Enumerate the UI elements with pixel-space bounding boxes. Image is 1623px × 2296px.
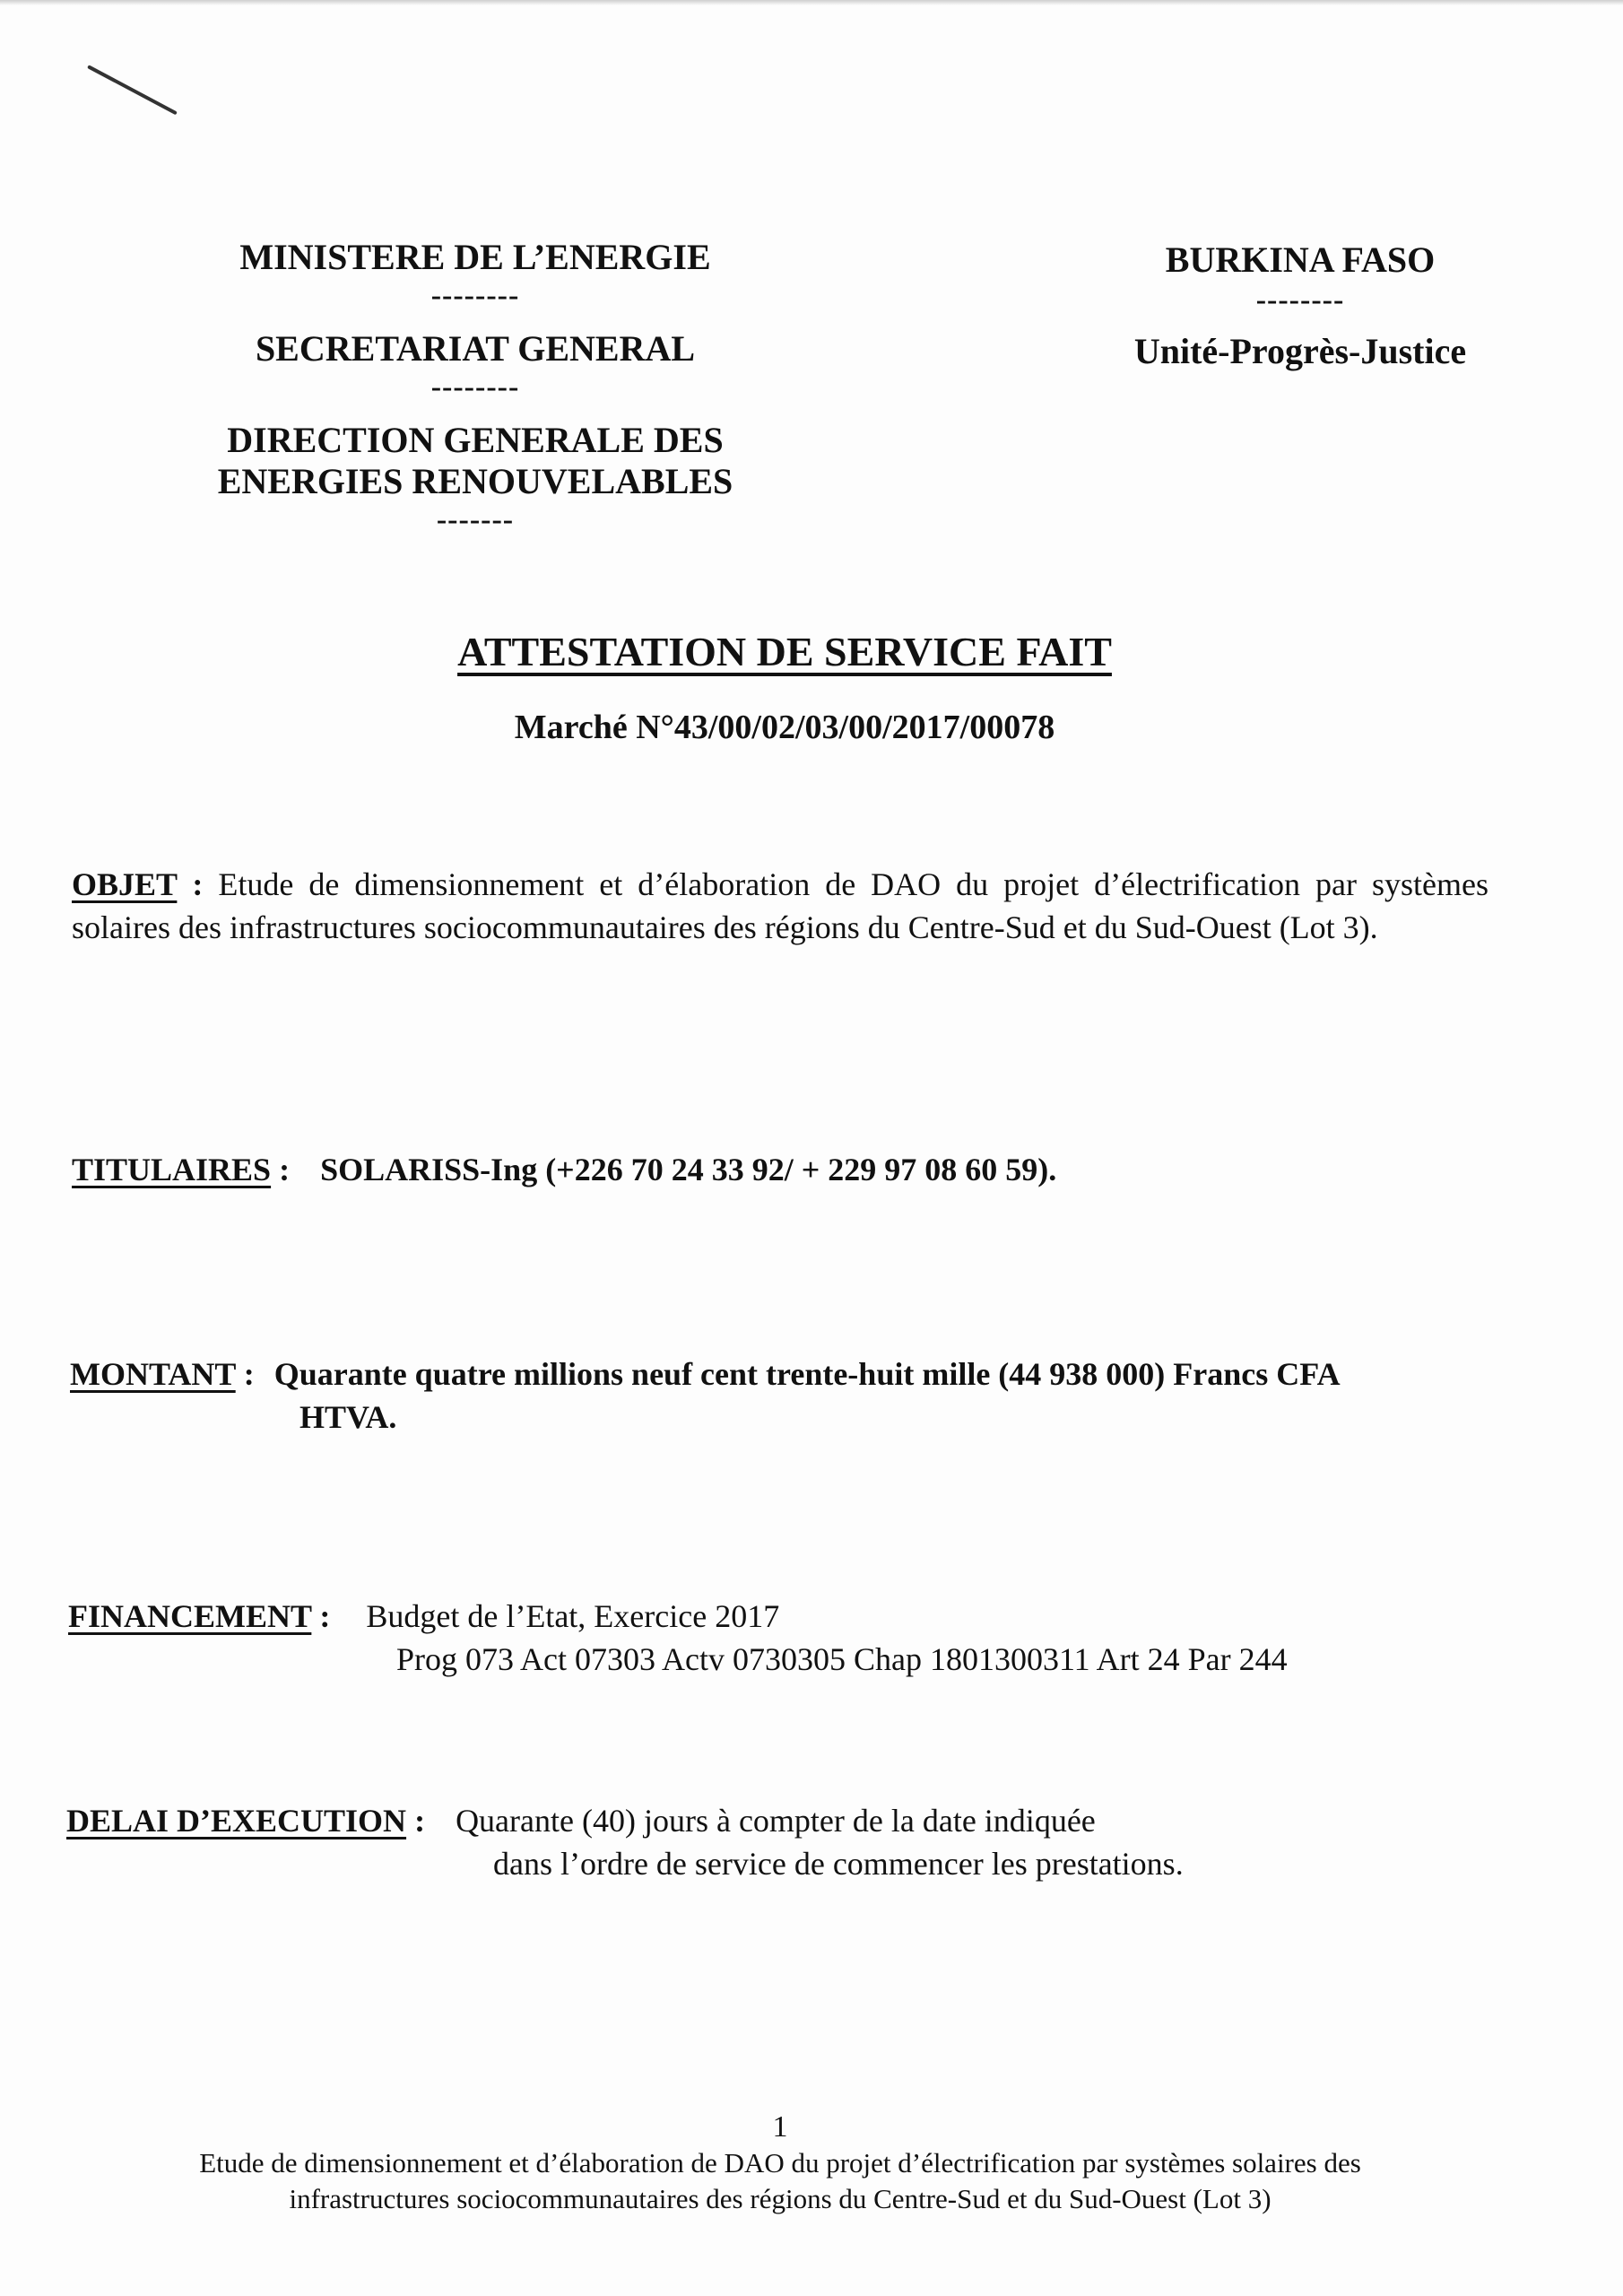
header-separator: -------- — [430, 279, 520, 312]
delai-line2: dans l’ordre de service de commencer les prestations. — [493, 1846, 1184, 1882]
objet-text: Etude de dimensionnement et d’élaboration de DAO du projet d’électrification par systèmes solaires des infrastructures sociocommunautaires des régions du Centre-Sud et du Sud-Ouest (Lot 3). — [72, 866, 1488, 945]
objet-label: OBJET — [72, 866, 178, 902]
direction-name-line2: ENERGIES RENOUVELABLES — [217, 461, 733, 501]
country-name: BURKINA FASO — [1165, 239, 1436, 280]
montant-label: MONTANT — [70, 1356, 236, 1392]
financement-line2: Prog 073 Act 07303 Actv 0730305 Chap 1801300311 Art 24 Par 244 — [396, 1641, 1288, 1677]
page-number: 1 — [772, 2110, 788, 2144]
titulaires-text: SOLARISS-Ing (+226 70 24 33 92/ + 229 97 08 60 59). — [320, 1152, 1057, 1187]
title-block — [0, 628, 1569, 747]
financement-line1: Budget de l’Etat, Exercice 2017 — [366, 1598, 780, 1634]
titulaires-label: TITULAIRES — [72, 1152, 272, 1187]
secretariat-name: SECRETARIAT GENERAL — [255, 328, 696, 369]
titulaires-colon: : — [271, 1152, 291, 1187]
header-separator: -------- — [1255, 283, 1345, 317]
delai-label: DELAI D’EXECUTION — [66, 1803, 407, 1839]
ministry-name: MINISTERE DE L’ENERGIE — [239, 237, 711, 277]
financement-label: FINANCEMENT — [68, 1598, 312, 1634]
header-right — [1076, 240, 1524, 371]
footer-line1: Etude de dimensionnement et d’élaboration de DAO du projet d’électrification par systèmes solaires des — [199, 2147, 1361, 2179]
montant-text-line1: Quarante quatre millions neuf cent trente-huit mille (44 938 000) Francs CFA — [273, 1356, 1341, 1392]
country-motto: Unité-Progrès-Justice — [1133, 331, 1467, 371]
titulaires-section — [72, 1148, 1506, 1191]
staple-mark — [87, 65, 178, 115]
contract-number: Marché N°43/00/02/03/00/2017/00078 — [514, 709, 1055, 746]
montant-section — [70, 1352, 1541, 1439]
direction-name-line1: DIRECTION GENERALE DES — [227, 420, 724, 460]
montant-text-line2: HTVA. — [299, 1399, 397, 1435]
header-separator: ------- — [436, 503, 515, 536]
financement-section — [68, 1595, 1539, 1681]
delai-line1: Quarante (40) jours à compter de la date indiquée — [456, 1803, 1096, 1839]
footer-line2: infrastructures sociocommunautaires des régions du Centre-Sud et du Sud-Ouest (Lot 3) — [289, 2183, 1271, 2214]
page-footer — [54, 2109, 1506, 2217]
montant-colon: : — [235, 1356, 255, 1392]
objet-section — [72, 863, 1488, 949]
page-top-edge — [0, 0, 1623, 5]
delai-section — [66, 1799, 1537, 1885]
financement-colon: : — [311, 1598, 331, 1634]
document-title: ATTESTATION DE SERVICE FAIT — [457, 629, 1112, 674]
objet-colon: : — [177, 866, 219, 902]
header-left — [179, 238, 771, 535]
delai-colon: : — [406, 1803, 426, 1839]
header-separator: -------- — [430, 370, 520, 404]
